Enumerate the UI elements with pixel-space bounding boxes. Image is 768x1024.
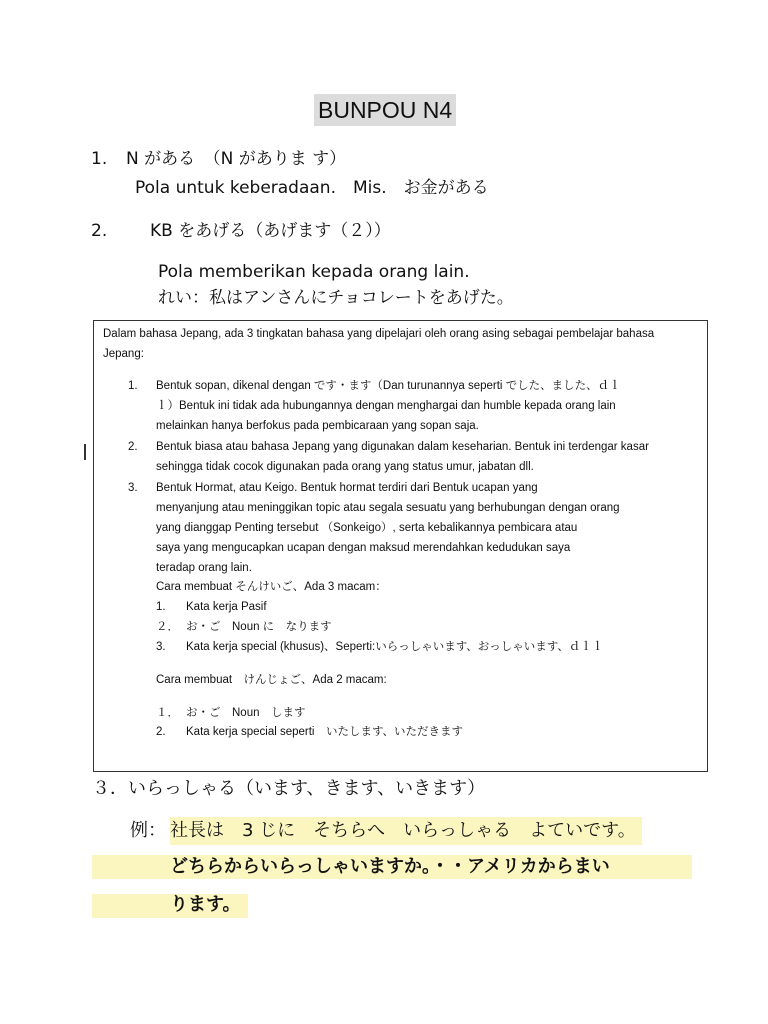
kenjougo-item-2: Kata kerja special seperti いたします、いただきます (186, 726, 464, 738)
sonkeigo-item-1: Kata kerja Pasif (186, 601, 267, 613)
box-item-3-number: 3. (128, 482, 138, 494)
box-item-2-line-2: sehingga tidak cocok digunakan pada orang yang status umur, jabatan dll. (156, 461, 534, 473)
section-3-heading: ３．いらっしゃる（います、きます、いきます） (92, 778, 486, 799)
section-1-heading: N がある （N がありま す） (126, 149, 347, 169)
kenjougo-item-2-number: 2. (156, 726, 166, 738)
box-item-2-number: 2. (128, 441, 138, 453)
box-item-3-line-3: yang dianggap Penting tersebut （Sonkeigo）, serta kebalikannya pembicara atau (156, 522, 578, 534)
box-item-3-line-4: saya yang mengucapkan ucapan dengan maksud merendahkan kedudukan saya (156, 542, 571, 554)
box-intro-line-2: Jepang: (103, 348, 144, 360)
box-item-1-line-3: melainkan hanya berfokus pada pembicaraan yang sopan saja. (156, 420, 479, 432)
kenjougo-item-1: お・ご Noun します (186, 707, 306, 719)
box-intro-line-1: Dalam bahasa Jepang, ada 3 tingkatan bahasa yang dipelajari oleh orang asing sebagai pembelajar bahasa (103, 328, 655, 340)
box-item-3-line-1: Bentuk Hormat, atau Keigo. Bentuk hormat terdiri dari Bentuk ucapan yang (156, 482, 538, 494)
sonkeigo-item-3-number: 3. (156, 641, 166, 653)
page-title: BUNPOU N4 (314, 94, 456, 126)
box-item-2-line-1: Bentuk biasa atau bahasa Jepang yang digunakan dalam keseharian. Bentuk ini terdengar kasar (156, 441, 649, 453)
kenjougo-item-1-number: １． (156, 707, 179, 719)
section-3-example-line-2: どちらからいらっしゃいますか。・・アメリカからまい (170, 856, 610, 877)
section-2-number: 2. (91, 221, 108, 241)
section-2-heading: KB をあげる（あげます（２）） (150, 221, 391, 241)
margin-mark (84, 444, 91, 460)
box-item-3-line-2: menyanjung atau meninggikan topic atau segala sesuatu yang berhubungan dengan orang (156, 502, 620, 514)
sonkeigo-item-3: Kata kerja special (khusus)、Seperti:いらっしゃいます、おっしゃいます、ｄｌｌ (186, 641, 604, 653)
section-1-number: 1. (91, 149, 108, 169)
section-3-example-line-1: 社長は 3 じに そちらへ いらっしゃる よていです。 (170, 817, 642, 845)
box-item-3-line-5: teradap orang lain. (156, 562, 252, 574)
section-1-description: Pola untuk keberadaan. Mis. お金がある (135, 178, 489, 198)
keigo-note-box (93, 320, 708, 772)
section-2-example: れい：私はアンさんにチョコレートをあげた。 (158, 288, 514, 308)
section-3-example-label: 例： (130, 820, 166, 841)
sonkeigo-title: Cara membuat そんけいご、Ada 3 macam： (156, 581, 387, 593)
box-item-1-line-1: Bentuk sopan, dikenal dengan です・ます（Dan turunannya seperti でした、ました、ｄｌ (156, 380, 621, 392)
section-3-example-line-3: ります。 (170, 894, 241, 915)
sonkeigo-item-2: お・ご Noun に なります (186, 621, 332, 633)
sonkeigo-item-1-number: 1. (156, 601, 166, 613)
box-item-1-line-2: ｌ）Bentuk ini tidak ada hubungannya dengan menghargai dan humble kepada orang lain (156, 400, 616, 412)
box-item-1-number: 1. (128, 380, 138, 392)
kenjougo-title: Cara membuat けんじょご、Ada 2 macam: (156, 674, 387, 686)
section-2-description: Pola memberikan kepada orang lain. (158, 262, 470, 282)
sonkeigo-item-2-number: ２． (156, 621, 179, 633)
